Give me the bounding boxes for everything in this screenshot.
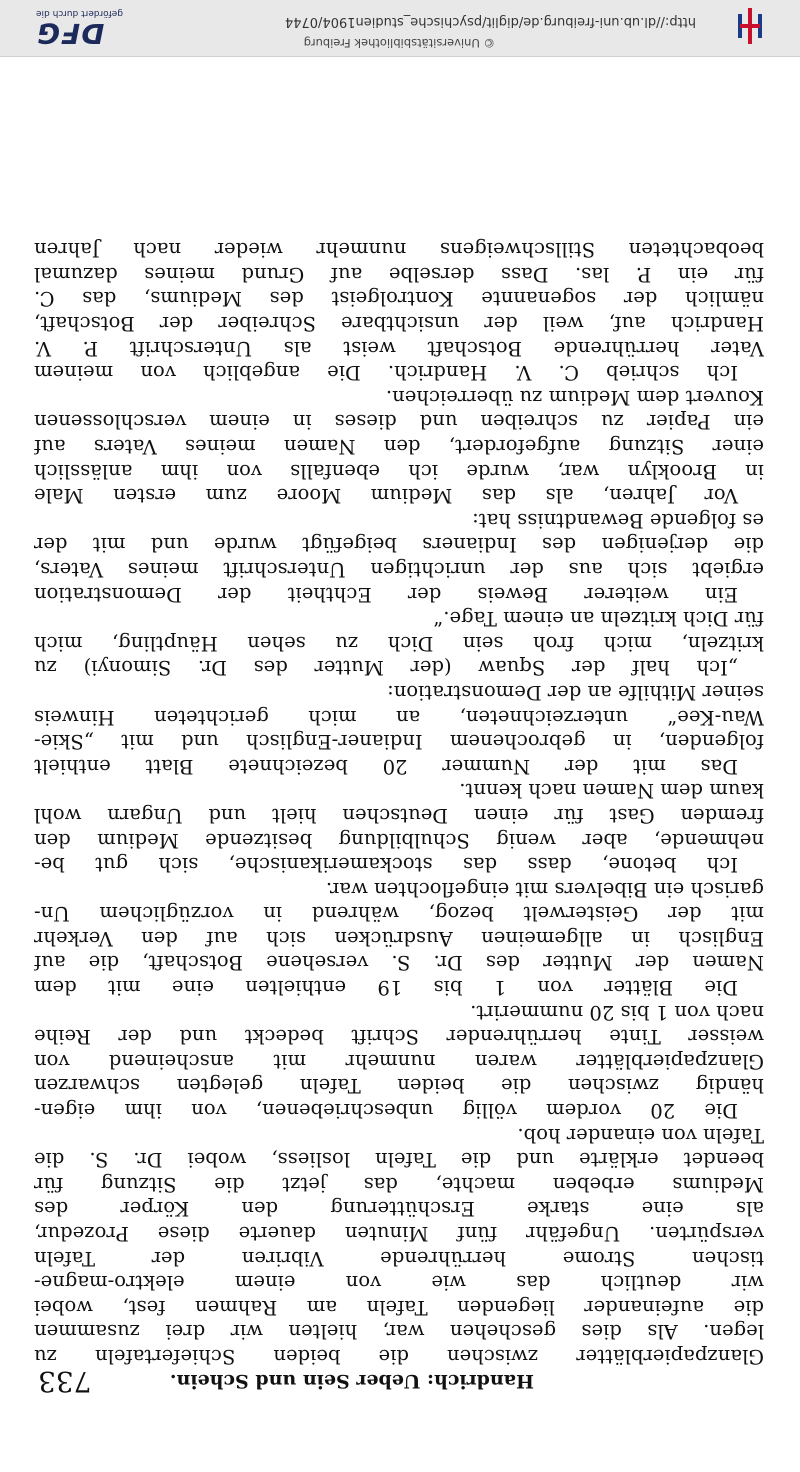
text-line: als eine starke Erschütterung den Körper des [34,1197,764,1221]
text-line: Glanzpapierblätter zwischen die beiden Schiefertafeln zu [34,1345,764,1368]
page-number: 733 [38,1365,92,1398]
body-text [34,237,764,1368]
text-line: die aufeinander liegenden Tafeln am Rahmen fest, wobei [34,1295,764,1319]
text-line: beobachteten Stillschweigens nunmehr wieder nach Jahren [34,238,764,262]
text-line: garisch ein Bibelvers mit eingeflochten war. [325,877,764,901]
text-line: Die Blätter von 1 bis 19 enthielten eine mit dem [34,976,738,1000]
text-line: Ein weiterer Beweis der Echtheit der Demonstration [34,582,738,606]
text-line: Ich betone, dass das stockamerikanische, sich gut be- [34,853,738,877]
text-line: Namen der Mutter des Dr. S. versehene Botschaft, die auf [34,951,764,975]
dfg-logo [36,6,132,50]
text-line: Mediums erbeben machte, das jetzt die Sitzung für [34,1172,764,1196]
text-line: „Ich half der Squaw (der Mutter des Dr. Simonyi) zu [34,656,738,680]
text-line: Vor Jahren, als das Medium Moore zum ersten Male [34,484,738,508]
text-line: kritzeln, mich froh sein Dich zu sehen Häuptling, mich [34,631,764,655]
text-line: Wau-Kee“ unterzeichneten, an mich gerichteten Hinweis [34,705,764,729]
text-line: beendet erklärte und die Tafeln losliess, wobei Dr. S. die [34,1148,764,1172]
text-line: Die 20 vordem völlig unbeschriebenen, von ihm eigen- [34,1099,738,1123]
text-line: nehmende, aber wenig Schulbildung besitzende Medium den [34,828,764,852]
text-line: folgenden, in gebrochenem Indianer-Englisch und mit „Skie- [34,730,764,754]
footer-bar [0,0,800,57]
text-line: ergiebt sich aus der unrichtigen Unterschrift meines Vaters, [34,558,764,581]
text-line: in Brooklyn war, wurde ich ebenfalls von ihm anlässlich [34,459,764,483]
text-line: Ich schrieb C. V. Handrich. Die angeblich von meinem [34,361,738,385]
dfg-logo-text: DFG [36,17,105,50]
text-line: kaum dem Namen nach kennt. [459,779,764,803]
source-url-link[interactable]: http://dl.ub.uni-freiburg.de/diglit/psychische_studien1904/0744 [284,14,696,29]
copyright-notice: © Universitätsbibliothek Freiburg [303,36,495,50]
text-line: für Dich kritzeln an einem Tage.“ [433,607,764,631]
text-line: weisser Tinte herrührender Schrift bedeckt und der Reihe [34,1025,764,1049]
text-line: fremden Gast für einen Deutschen hielt und Ungarn wohl [34,803,764,827]
text-line: einer Sitzung aufgefordert, den Namen meines Vaters auf [34,435,764,459]
text-line: Vater herrührende Botschaft weist als Unterschrift P. V. [34,336,764,360]
text-line: verspürten. Ungefähr fünf Minuten dauerte diese Prozedur, [34,1222,764,1246]
dfg-logo-subtitle: gefördert durch die [36,8,123,18]
text-line: Handrich auf, weil der unsichtbare Schreiber der Botschaft, [34,312,764,336]
text-line: Englisch in allgemeinen Ausdrücken sich auf den Verkehr [34,926,764,950]
text-line: es folgende Bewandtniss hat: [472,508,764,532]
text-line: Glanzpapierblätter waren nunmehr mit anscheinend von [34,1049,764,1073]
text-line: seiner Mithilfe an der Demonstration: [387,680,764,704]
text-line: mit der Geisterwelt bezog, während in vorzüglichem Un- [34,902,764,926]
text-line: ein Papier zu schreiben und dieses in einem verschlossenen [34,410,764,434]
text-line: wir deutlich das wie von einem elektro-magne- [34,1271,764,1295]
text-line: für ein P. las. Dass derselbe auf Grund meines dazumal [34,262,764,286]
text-line: Das mit der Nummer 20 bezeichnete Blatt enthielt [34,754,738,778]
text-line: tischen Strome herrührende Vibriren der Tafeln [34,1246,764,1270]
text-line: legen. Als dies geschehen war, hielten wir drei zusammen [34,1320,764,1344]
text-line: Kouvert dem Medium zu überreichen. [385,385,764,409]
text-line: nach von 1 bis 20 nummerirt. [470,1000,764,1024]
page-title: Handrich: Ueber Sein und Schein. [169,1370,534,1392]
text-line: nämlich der sogenannte Kontrolgeist des Mediums, das C. [34,287,764,311]
text-line: die derjenigen des Indianers beigefügt wurde und mit der [34,533,764,557]
text-line: händig zwischen die beiden Tafeln gelegten schwarzen [34,1074,764,1098]
ub-freiburg-logo-icon [728,4,772,48]
text-line: Tafeln von einander hob. [517,1123,764,1147]
